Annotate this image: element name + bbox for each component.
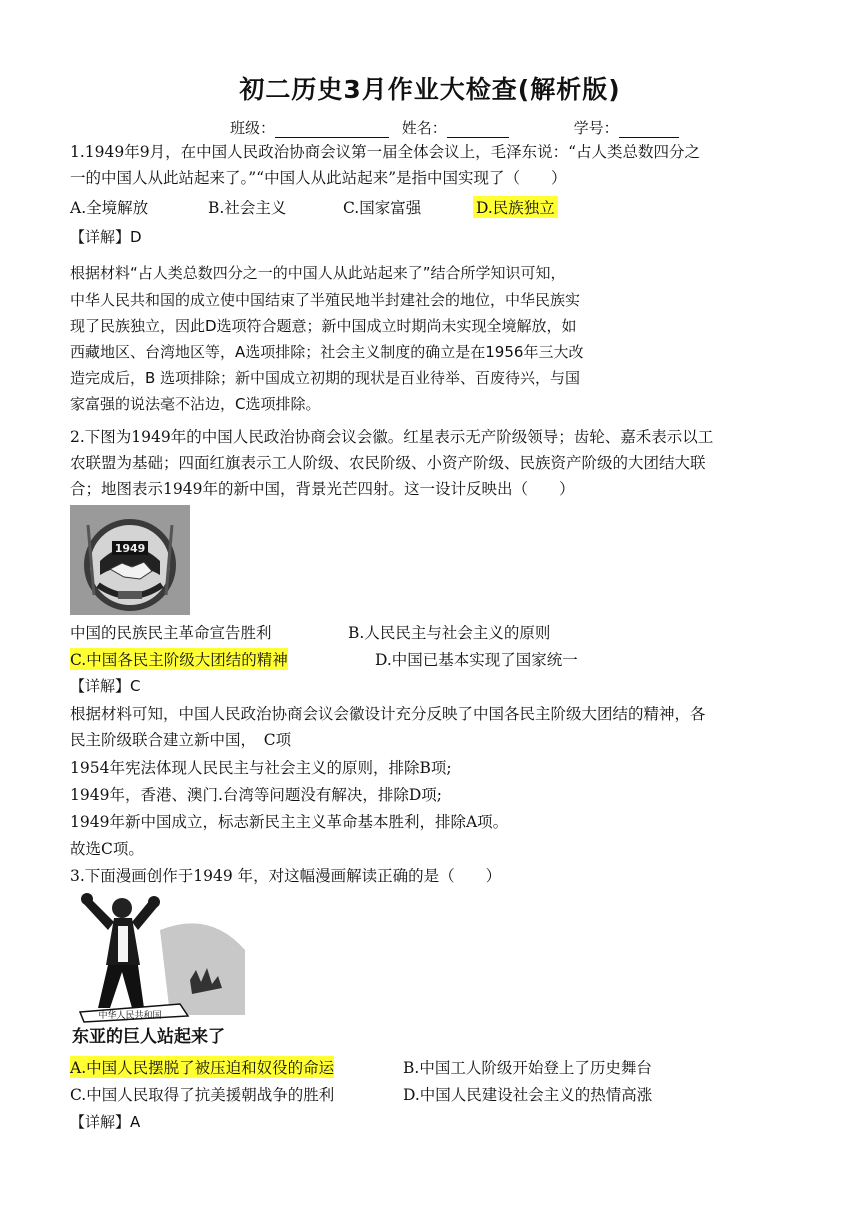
cartoon-caption: 东亚的巨人站起来了	[72, 1027, 225, 1047]
emblem-year-text: 1949	[114, 542, 146, 555]
q3-option-c: C.中国人民取得了抗美援朝战争的胜利	[70, 1086, 335, 1104]
q2-stem-line2: 农联盟为基础；四面红旗表示工人阶级、农民阶级、小资产阶级、民族资产阶级的大团结大联	[70, 454, 706, 472]
q2-option-a: 中国的民族民主革命宣告胜利	[70, 624, 272, 642]
q1-detail-label: 【详解】D	[70, 228, 142, 246]
cartoon-banner-text: 中华人民共和国	[98, 1011, 162, 1021]
q2-option-d: D.中国已基本实现了国家统一	[375, 651, 578, 669]
class-label: 班级：	[230, 119, 276, 137]
student-info	[230, 117, 679, 138]
q2-explain-line6: 故选C项。	[70, 840, 144, 858]
class-blank[interactable]	[275, 123, 389, 138]
q1-option-a: A.全境解放	[70, 199, 149, 217]
q2-explain-line5: 1949年新中国成立，标志新民主主义革命基本胜利，排除A项。	[70, 813, 509, 831]
q3-stem: 3.下面漫画创作于1949 年，对这幅漫画解读正确的是（ ）	[70, 867, 502, 885]
q2-option-b: B.人民民主与社会主义的原则	[348, 624, 551, 642]
q3-option-b: B.中国工人阶级开始登上了历史舞台	[403, 1059, 652, 1077]
q1-option-c: C.国家富强	[343, 199, 422, 217]
giant-cartoon-image	[70, 890, 250, 1050]
q2-explain-line1: 根据材料可知，中国人民政治协商会议会徽设计充分反映了中国各民主阶级大团结的精神，各	[70, 705, 706, 723]
q1-explain-line1: 根据材料“占人类总数四分之一的中国人从此站起来了”结合所学知识可知，	[70, 264, 566, 282]
q1-explain-line6: 家富强的说法毫不沾边，C选项排除。	[70, 395, 321, 413]
q1-explain-line4: 西藏地区、台湾地区等，A选项排除；社会主义制度的确立是在1956年三大改	[70, 343, 584, 361]
q2-explain-line2: 民主阶级联合建立新中国， C项	[70, 731, 292, 749]
q1-option-d-answer: D.民族独立	[473, 196, 558, 218]
name-label: 姓名：	[401, 119, 447, 137]
q2-stem-line3: 合；地图表示1949年的新中国，背景光芒四射。这一设计反映出（ ）	[70, 480, 575, 498]
name-blank[interactable]	[447, 123, 509, 138]
q1-option-b: B.社会主义	[208, 199, 287, 217]
q2-detail-label: 【详解】C	[70, 677, 141, 695]
q1-explain-line3: 现了民族独立，因此D选项符合题意；新中国成立时期尚未实现全境解放，如	[70, 317, 577, 335]
q1-stem-line1: 1.1949年9月，在中国人民政治协商会议第一届全体会议上，毛泽东说：“占人类总数四分之	[70, 143, 701, 161]
q3-option-d: D.中国人民建设社会主义的热情高涨	[403, 1086, 653, 1104]
id-label: 学号：	[573, 119, 619, 137]
q1-explain-line2: 中华人民共和国的成立使中国结束了半殖民地半封建社会的地位，中华民族实	[70, 291, 581, 309]
id-blank[interactable]	[619, 123, 679, 138]
q2-option-c-answer: C.中国各民主阶级大团结的精神	[70, 648, 288, 670]
page-title: 初二历史3月作业大检查(解析版)	[239, 75, 621, 104]
q2-explain-line4: 1949年，香港、澳门.台湾等问题没有解决，排除D项;	[70, 786, 443, 804]
q2-explain-line3: 1954年宪法体现人民民主与社会主义的原则，排除B项;	[70, 759, 452, 777]
q3-option-a-answer: A.中国人民摆脱了被压迫和奴役的命运	[70, 1056, 334, 1078]
q1-explain-line5: 造完成后，B 选项排除；新中国成立初期的现状是百业待举、百废待兴，与国	[70, 369, 581, 387]
q3-detail-label: 【详解】A	[70, 1113, 141, 1131]
cppcc-emblem-image	[70, 505, 190, 615]
q1-stem-line2: 一的中国人从此站起来了。”“中国人从此站起来”是指中国实现了（ ）	[70, 169, 567, 187]
q2-stem-line1: 2.下图为1949年的中国人民政治协商会议会徽。红星表示无产阶级领导；齿轮、嘉禾表示以工	[70, 428, 714, 446]
